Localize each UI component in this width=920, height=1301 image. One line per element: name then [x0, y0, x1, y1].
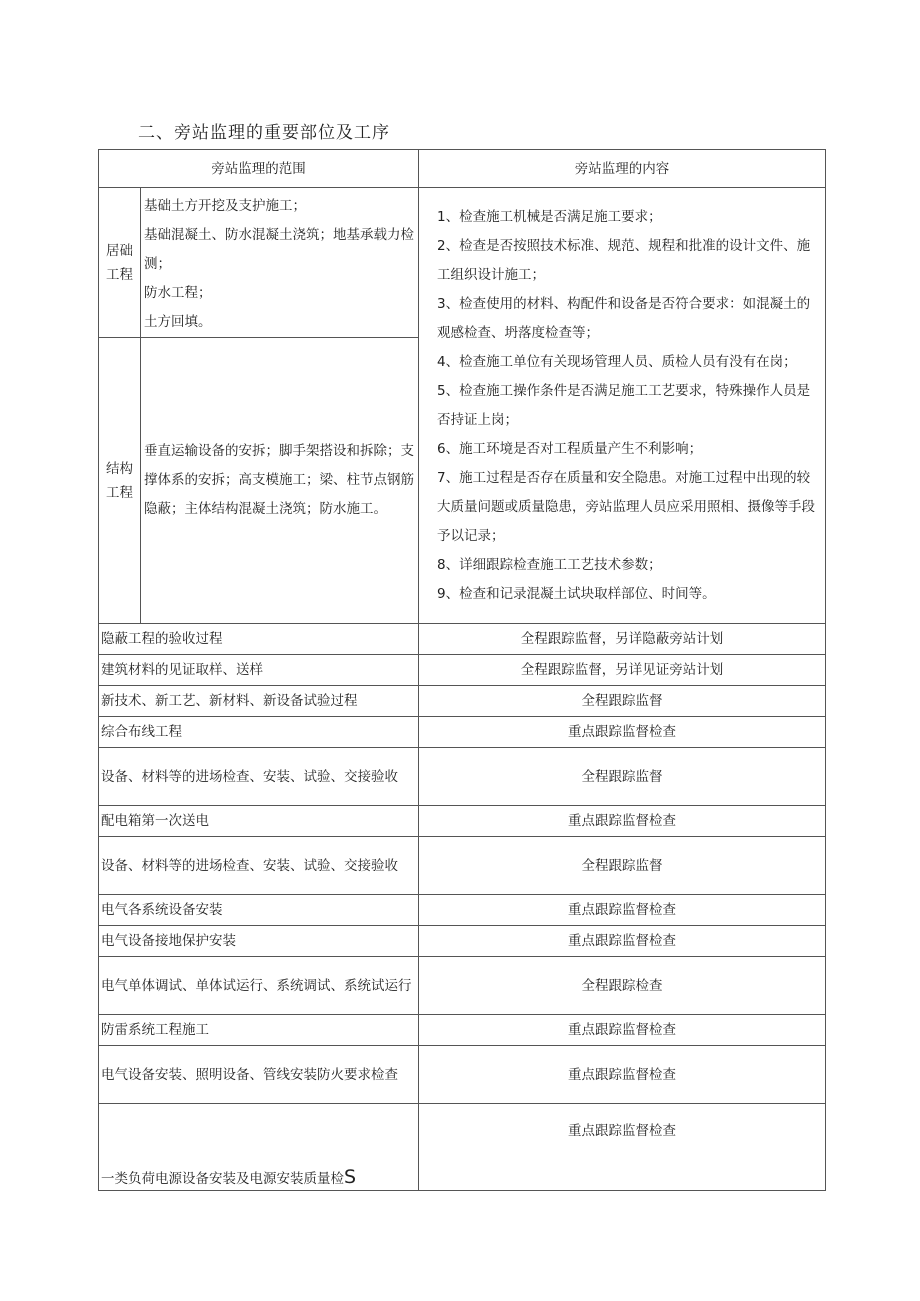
supervision-table: [98, 149, 826, 1191]
content-item: 1、检查施工机械是否满足施工要求；: [437, 208, 662, 225]
table-row: 电气单体调试、单体试运行、系统调试、系统试运行 全程跟踪检查: [99, 957, 826, 1015]
content-item: 9、检查和记录混凝土试块取样部位、时间等。: [437, 585, 716, 602]
inspection-content: [419, 188, 826, 624]
table-header-row: [99, 150, 826, 188]
content-item: 2、检查是否按照技术标准、规范、规程和批准的设计文件、施工组织设计施工；: [437, 237, 811, 283]
content-item: 7、施工过程是否存在质量和安全隐患。对施工过程中出现的较大质量问题或质量隐患，旁站监理人员应采用照相、摄像等手段予以记录；: [437, 469, 815, 544]
content-item: 8、详细跟踪检查施工工艺技术参数；: [437, 556, 662, 573]
table-row: 电气设备接地保护安装 重点跟踪监督检查: [99, 926, 826, 957]
content-item: 4、检查施工单位有关现场管理人员、质检人员有没有在岗；: [437, 353, 797, 370]
foundation-row: [99, 188, 826, 338]
table-row: 防雷系统工程施工 重点跟踪监督检查: [99, 1015, 826, 1046]
header-scope: 旁站监理的范围: [99, 150, 419, 188]
table-row: 建筑材料的见证取样、送样 全程跟踪监督，另详见证旁站计划: [99, 655, 826, 686]
header-content: 旁站监理的内容: [419, 150, 826, 188]
table-row: 一类负荷电源设备安装及电源安装质量检S 重点跟踪监督检查: [99, 1104, 826, 1191]
table-row: 电气设备安装、照明设备、管线安装防火要求检查 重点跟踪监督检查: [99, 1046, 826, 1104]
table-row: 综合布线工程 重点跟踪监督检查: [99, 717, 826, 748]
table-row: 设备、材料等的进场检查、安装、试验、交接验收 全程跟踪监督: [99, 837, 826, 895]
foundation-scope: 基础土方开挖及支护施工； 基础混凝土、防水混凝土浇筑；地基承载力检测； 防水工程； 土方回填。: [141, 188, 419, 338]
structure-category: 结构 工程: [99, 338, 141, 624]
table-row: 设备、材料等的进场检查、安装、试验、交接验收 全程跟踪监督: [99, 748, 826, 806]
structure-scope: 垂直运输设备的安拆；脚手架搭设和拆除；支撑体系的安拆；高支模施工；梁、柱节点钢筋隐蔽；主体结构混凝土浇筑；防水施工。: [141, 338, 419, 624]
content-item: 3、检查使用的材料、构配件和设备是否符合要求：如混凝土的观感检查、坍落度检查等；: [437, 295, 811, 341]
table-row: 隐蔽工程的验收过程 全程跟踪监督，另详隐蔽旁站计划: [99, 624, 826, 655]
foundation-category: 居础 工程: [99, 188, 141, 338]
content-item: 6、施工环境是否对工程质量产生不利影响；: [437, 440, 703, 457]
content-item: 5、检查施工操作条件是否满足施工工艺要求，特殊操作人员是否持证上岗；: [437, 382, 811, 428]
section-title: 二、旁站监理的重要部位及工序: [138, 123, 390, 143]
table-row: 电气各系统设备安装 重点跟踪监督检查: [99, 895, 826, 926]
table-row: 新技术、新工艺、新材料、新设备试验过程 全程跟踪监督: [99, 686, 826, 717]
table-row: 配电箱第一次送电 重点跟踪监督检查: [99, 806, 826, 837]
